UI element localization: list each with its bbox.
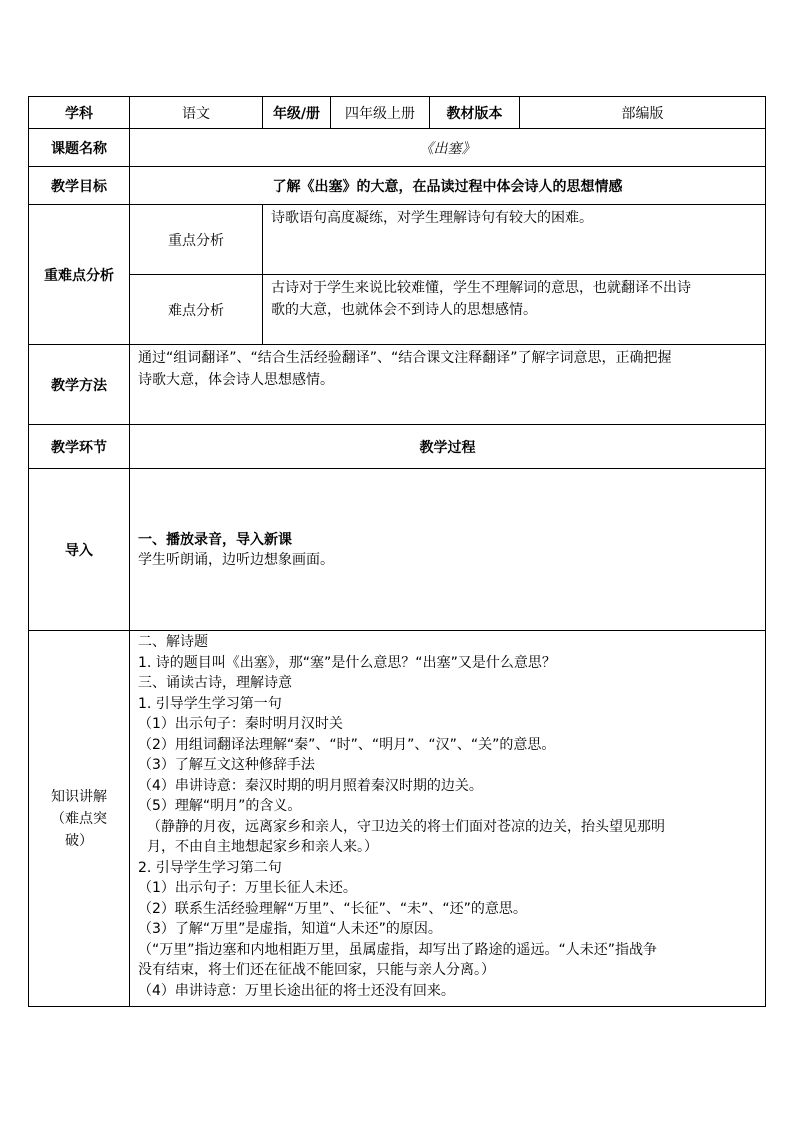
process-header-row	[29, 425, 766, 469]
method-line: 通过“组词翻译”、“结合生活经验翻译”、“结合课文注释翻译”了解字词意思，正确把握	[138, 350, 672, 366]
method-text	[130, 345, 766, 425]
knowledge-line: （1）出示句子：秦时明月汉时关	[138, 716, 343, 732]
knowledge-line: （2）联系生活经验理解“万里”、“长征”、“未”、“还”的意思。	[138, 900, 527, 917]
hard-point-text	[263, 275, 766, 345]
intro-text	[130, 469, 766, 631]
edition-value: 部编版	[520, 97, 766, 129]
hard-point-label: 难点分析	[130, 275, 263, 345]
difficulty-label: 重难点分析	[29, 205, 130, 345]
knowledge-line: （3）了解“万里”是虚指，知道“人未还”的原因。	[138, 921, 442, 937]
knowledge-line: （4）串讲诗意：万里长途出征的将士还没有回来。	[138, 982, 455, 999]
key-point-label: 重点分析	[130, 205, 263, 275]
header-row	[29, 97, 766, 129]
knowledge-line: 没有结束，将士们还在征战不能回家，只能与亲人分离。）	[138, 962, 495, 978]
intro-line: 一、播放录音，导入新课	[138, 531, 292, 548]
grade-value: 四年级上册	[331, 97, 430, 129]
lesson-plan-table	[28, 96, 766, 1007]
process-header: 教学过程	[130, 425, 766, 469]
knowledge-line: 三、诵读古诗，理解诗意	[138, 675, 292, 691]
knowledge-line: （2）用组词翻译法理解“秦”、“时”、“明月”、“汉”、“关”的意思。	[138, 736, 556, 753]
knowledge-label-line: 破）	[65, 832, 93, 849]
intro-line: 学生听朗诵，边听边想象画面。	[138, 551, 334, 568]
knowledge-line: 二、解诗题	[138, 634, 208, 650]
topic-value: 《出塞》	[130, 129, 766, 167]
knowledge-label-line: 知识讲解	[51, 788, 107, 805]
hard-point-line: 古诗对于学生来说比较难懂，学生不理解词的意思，也就翻译不出诗	[271, 280, 691, 296]
subject-value: 语文	[130, 97, 263, 129]
knowledge-line: （“万里”指边塞和内地相距万里，虽属虚指，却写出了路途的遥远。“人未还”指战争	[138, 941, 658, 958]
knowledge-line: （4）串讲诗意：秦汉时期的明月照着秦汉时期的边关。	[138, 777, 483, 794]
knowledge-line: （静静的月夜，远离家乡和亲人，守卫边关的将士们面对苍凉的边关，抬头望见那明	[147, 818, 665, 835]
key-point-row	[29, 205, 766, 275]
knowledge-line: 1. 诗的题目叫《出塞》，那“塞”是什么意思？“出塞”又是什么意思？	[138, 654, 556, 671]
knowledge-row	[29, 631, 766, 1007]
goal-label: 教学目标	[29, 167, 130, 205]
goal-value: 了解《出塞》的大意，在品读过程中体会诗人的思想情感	[130, 167, 766, 205]
knowledge-line: 月，不由自主地想起家乡和亲人来。）	[147, 839, 378, 855]
edition-label: 教材版本	[430, 97, 520, 129]
topic-label: 课题名称	[29, 129, 130, 167]
hard-point-line: 歌的大意，也就体会不到诗人的思想感情。	[271, 302, 537, 318]
key-point-text: 诗歌语句高度凝练，对学生理解诗句有较大的困难。	[263, 205, 766, 275]
knowledge-line: （3）了解互文这种修辞手法	[138, 757, 315, 773]
knowledge-line: 2. 引导学生学习第二句	[138, 859, 282, 876]
method-line: 诗歌大意，体会诗人思想感情。	[138, 372, 334, 388]
subject-label: 学科	[29, 97, 130, 129]
knowledge-line: 1. 引导学生学习第一句	[138, 695, 282, 712]
knowledge-label	[29, 631, 130, 1007]
goal-row	[29, 167, 766, 205]
knowledge-line: （5）理解“明月”的含义。	[138, 798, 302, 814]
knowledge-line: （1）出示句子：万里长征人未还。	[138, 880, 357, 896]
method-row	[29, 345, 766, 425]
knowledge-text	[130, 631, 766, 1007]
topic-row	[29, 129, 766, 167]
knowledge-label-line: （难点突	[51, 810, 107, 827]
method-label: 教学方法	[29, 345, 130, 425]
grade-label: 年级/册	[263, 97, 331, 129]
stage-header: 教学环节	[29, 425, 130, 469]
intro-row	[29, 469, 766, 631]
intro-label: 导入	[29, 469, 130, 631]
hard-point-row	[29, 275, 766, 345]
